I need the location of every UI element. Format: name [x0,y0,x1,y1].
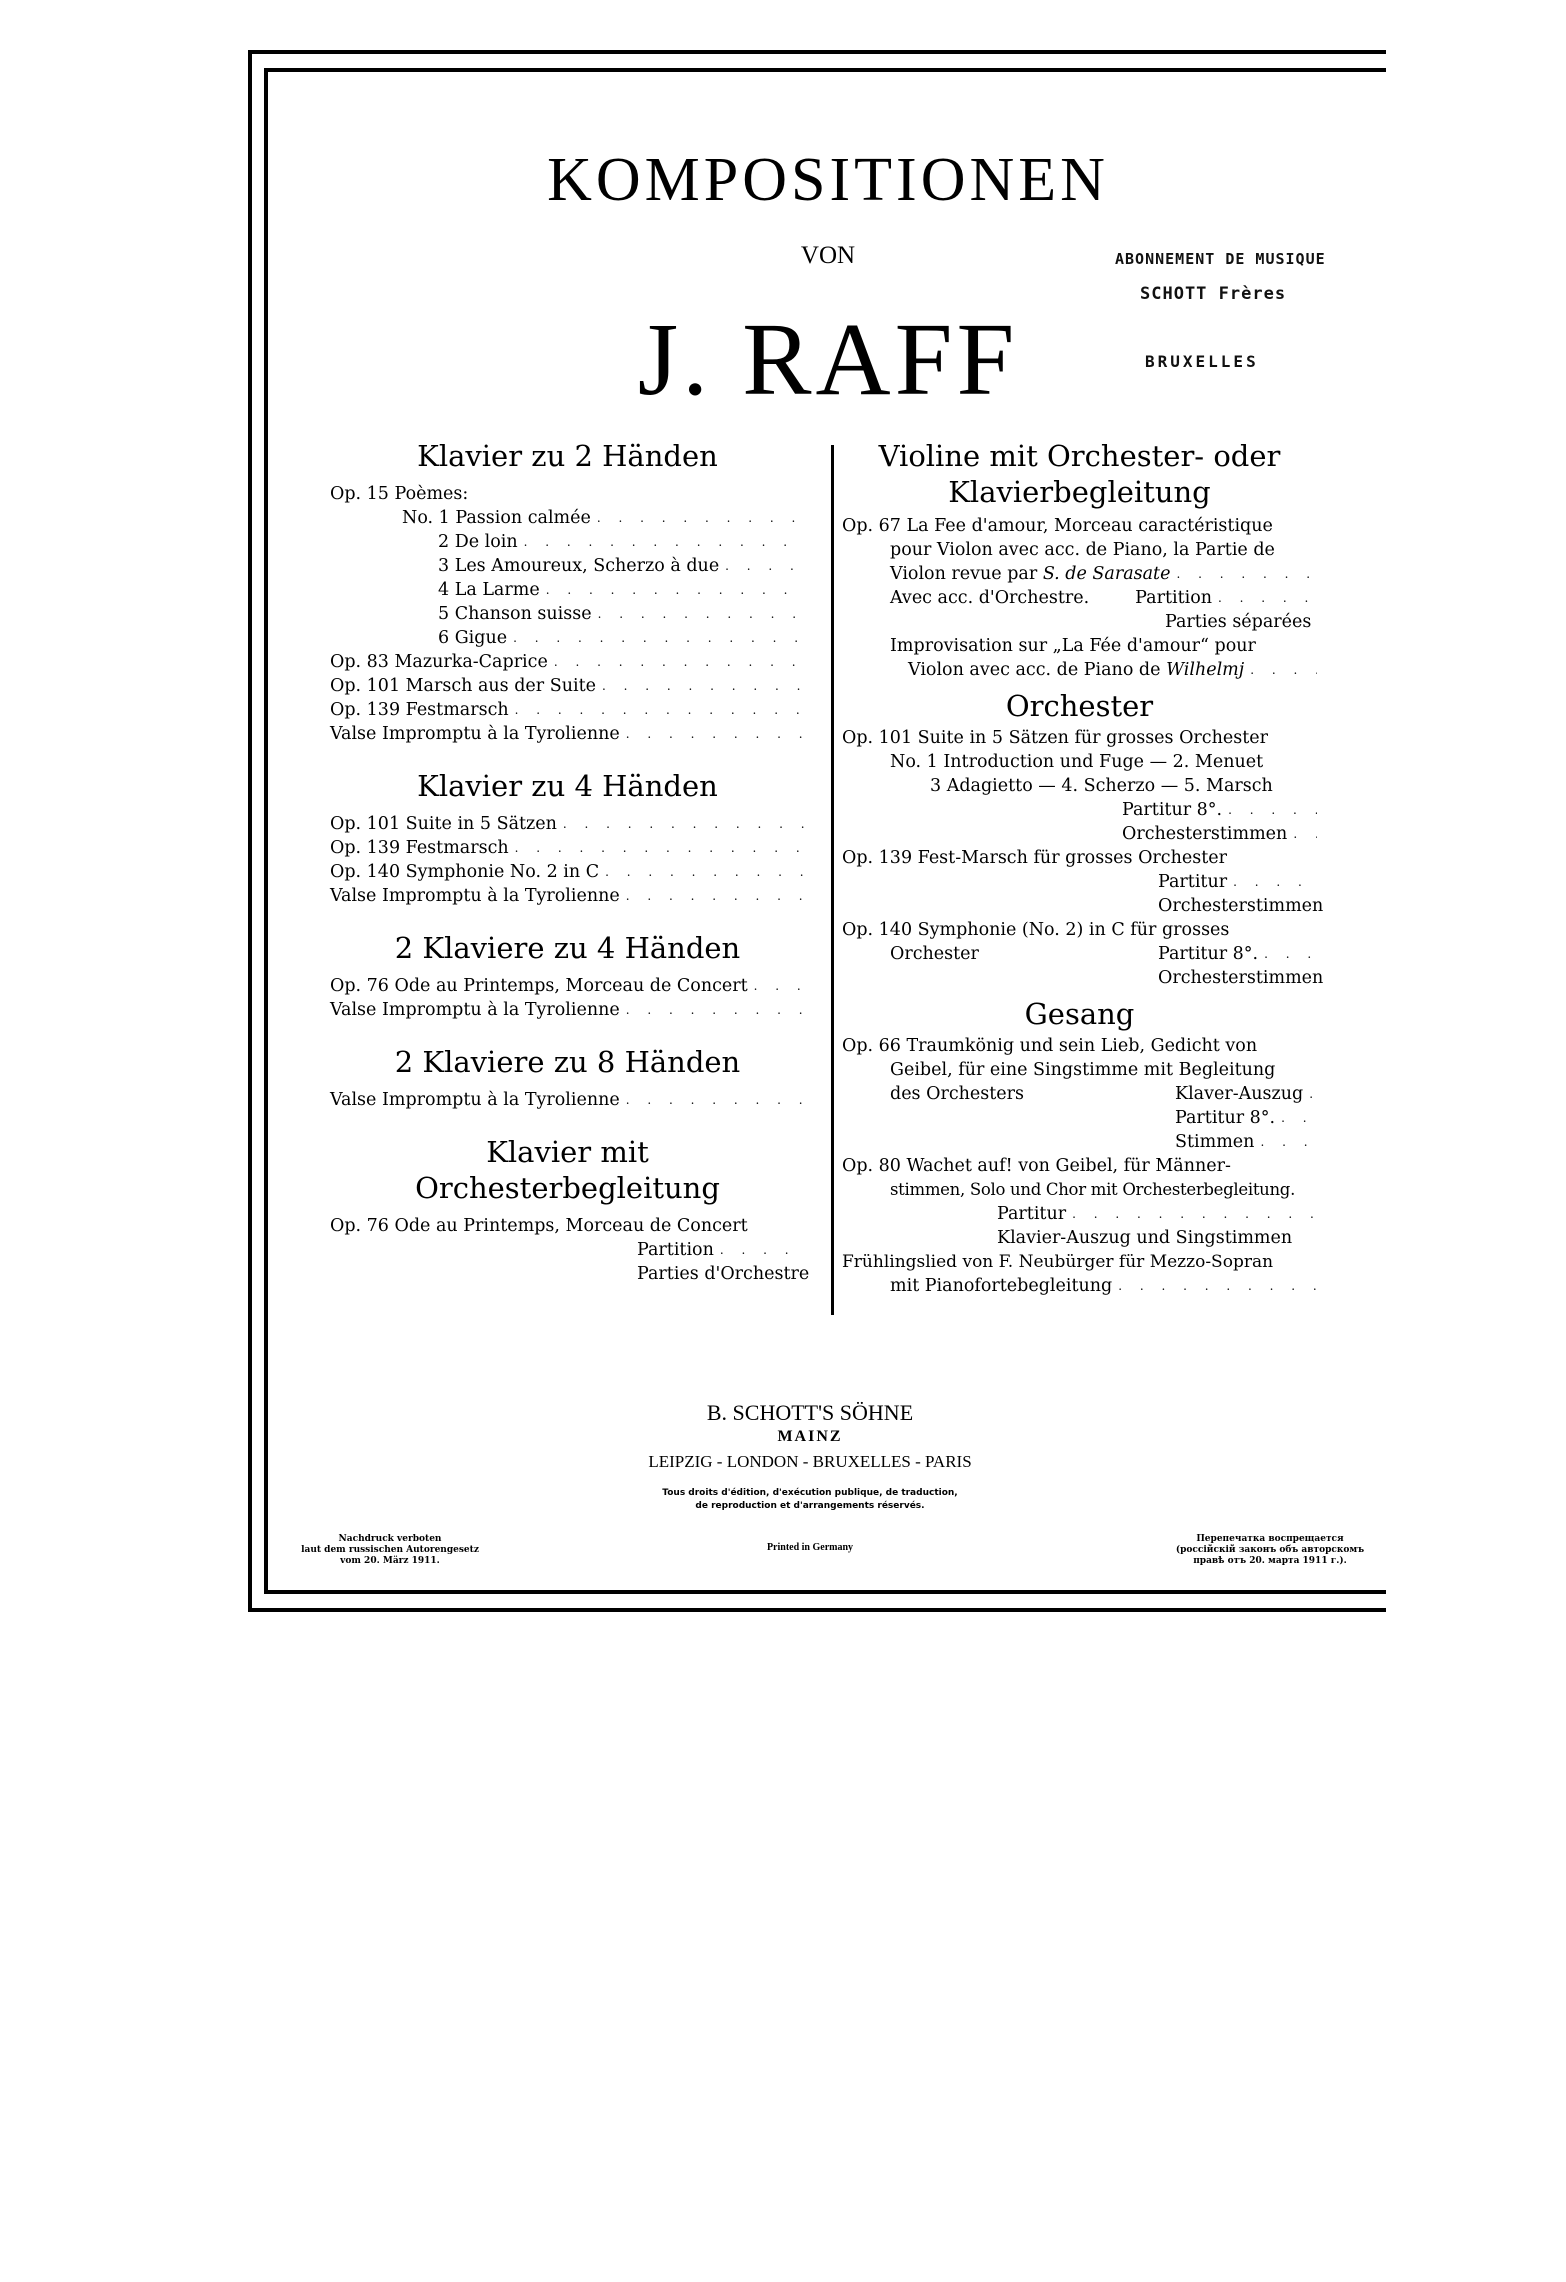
list-item: Op. 101 Suite in 5 Sätzen . . . [330,812,805,836]
list-item: Op. 83 Mazurka-Caprice . . . [330,650,805,674]
dot-leader [626,998,805,1022]
library-stamp-line-3: BRUXELLES [1145,352,1259,371]
dot-leader [602,674,805,698]
list-item: pour Violon avec acc. de Piano, la Partie de [890,540,1275,560]
list-item: Valse Impromptu à la Tyrolienne . . . [330,1088,805,1112]
list-item: Op. 101 Suite in 5 Sätzen für grosses Orchester [842,728,1268,748]
rights-line-2: de reproduction et d'arrangements réservés. [695,1501,925,1511]
list-item: 4 La Larme . . . [330,578,805,602]
list-item: Improvisation sur „La Fée d'amour“ pour [890,636,1256,656]
list-item: Valse Impromptu à la Tyrolienne . . . [330,722,805,746]
frame-outer-bottom [248,1608,1386,1612]
dot-leader [1260,1130,1317,1154]
dot-leader [597,506,805,530]
section-heading-violine-2: Klavierbegleitung [948,475,1211,509]
dot-leader [1233,870,1317,894]
dot-leader [725,554,805,578]
list-item: Partition . . . [330,1238,805,1262]
section-heading-orchester: Orchester [1005,689,1154,723]
list-item: Op. 140 Symphonie (No. 2) in C für grosses [842,920,1230,940]
list-item: Partitur . . . [842,1202,1317,1226]
library-stamp-line-1: ABONNEMENT DE MUSIQUE [1115,250,1326,268]
frame-outer-top [248,50,1386,54]
frame-inner-bottom [264,1590,1386,1594]
copyright-note-german: Nachdruck verboten laut dem russischen Autorengesetz vom 20. März 1911. [301,1534,479,1566]
list-item: stimmen, Solo und Chor mit Orchesterbegleitung. [890,1180,1296,1199]
list-item: 2 De loin . . . [330,530,805,554]
dot-leader [1228,798,1317,822]
list-item: Op. 76 Ode au Printemps, Morceau de Concert . . . [330,974,805,998]
frame-inner-top [265,68,1386,72]
dot-leader [626,884,805,908]
section-heading-klavier-4: Klavier zu 4 Händen [417,769,718,803]
list-item: Op. 139 Fest-Marsch für grosses Orchester [842,848,1227,868]
dot-leader [513,626,805,650]
list-item: Partitur 8°. . . . [842,798,1317,822]
list-item: No. 1 Introduction und Fuge — 2. Menuet [890,752,1264,772]
list-item: Op. 76 Ode au Printemps, Morceau de Concert [330,1216,748,1236]
list-item: 6 Gigue . . . [330,626,805,650]
dot-leader [1264,942,1317,966]
library-stamp-line-2: SCHOTT Frères [1140,284,1287,304]
list-item: mit Pianofortebegleitung . . . [842,1274,1317,1298]
list-item: Op. 139 Festmarsch . . . [330,836,805,860]
dot-leader [515,836,805,860]
dot-leader [1072,1202,1317,1226]
dot-leader [1293,822,1317,846]
list-item: Partitur 8°. . . . [842,1106,1317,1130]
list-item: Partitur . . . [842,870,1317,894]
copyright-note-russian: Перепечатка воспрещается (россійскій законъ объ авторскомъ правѣ отъ 20. марта 1911 г.). [1175,1534,1365,1566]
list-item: Op. 80 Wachet auf! von Geibel, für Männer- [842,1156,1231,1176]
dot-leader [1176,562,1317,586]
section-heading-klavier-orchester: Klavier mit Orchesterbegleitung [415,1135,720,1205]
dot-leader [1218,586,1317,610]
list-item: Violon avec acc. de Piano de Wilhelmj . . . [842,658,1317,682]
list-item: Op. 67 La Fee d'amour, Morceau caractéristique [842,516,1273,536]
frame-outer-left [248,50,252,1612]
list-item: Parties d'Orchestre [637,1264,810,1284]
publisher-name: B. SCHOTT'S SÖHNE [706,1400,914,1425]
dot-leader [1309,1082,1317,1106]
dot-leader [605,860,805,884]
list-item: Op. 140 Symphonie No. 2 in C . . . [330,860,805,884]
list-item: Violon revue par S. de Sarasate . . . [842,562,1317,586]
list-item: Klavier-Auszug und Singstimmen [997,1228,1293,1248]
dot-leader [720,1238,805,1262]
dot-leader [554,650,805,674]
list-item: 5 Chanson suisse . . . [330,602,805,626]
list-item: Valse Impromptu à la Tyrolienne . . . [330,998,805,1022]
list-item: Op. 139 Festmarsch . . . [330,698,805,722]
list-item: Op. 15 Poèmes: [330,484,469,504]
column-divider [831,445,834,1315]
dot-leader [515,698,805,722]
section-heading-gesang: Gesang [1024,997,1135,1031]
section-heading-klavier-2: Klavier zu 2 Händen [417,439,718,473]
list-item: No. 1 Passion calmée . . . [330,506,805,530]
von-label: VON [800,242,856,269]
dot-leader [598,602,805,626]
list-item: Frühlingslied von F. Neubürger für Mezzo-Sopran [842,1252,1274,1272]
dot-leader [1118,1274,1317,1298]
list-item: Orchester Partitur 8°. . . . [842,942,1317,966]
dot-leader [626,722,805,746]
list-item: Geibel, für eine Singstimme mit Begleitung [890,1060,1276,1080]
list-item: Parties séparées [1165,612,1312,632]
dot-leader [626,1088,805,1112]
section-heading-violine: Violine mit Orchester- oder [878,439,1281,473]
list-item: Op. 101 Marsch aus der Suite . . . [330,674,805,698]
dot-leader [563,812,805,836]
list-item: 3 Les Amoureux, Scherzo à due . . . [330,554,805,578]
publisher-city: MAINZ [777,1428,843,1445]
list-item: des Orchesters Klaver-Auszug . . . [842,1082,1317,1106]
list-item: 3 Adagietto — 4. Scherzo — 5. Marsch [930,776,1273,796]
list-item: Stimmen . . . [842,1130,1317,1154]
list-item: Avec acc. d'Orchestre. Partition . . . [842,586,1317,610]
dot-leader [546,578,805,602]
page-title: KOMPOSITIONEN [547,146,1109,214]
list-item: Orchesterstimmen . . . [842,822,1317,846]
frame-inner-left [264,68,268,1593]
right-column [842,438,1324,1298]
left-column [330,438,810,1286]
list-item: Orchesterstimmen [1158,968,1324,988]
dot-leader [524,530,805,554]
section-heading-2-klaviere-4: 2 Klaviere zu 4 Händen [394,931,741,965]
printed-in: Printed in Germany [766,1542,854,1553]
publisher-branches: LEIPZIG - LONDON - BRUXELLES - PARIS [648,1452,972,1471]
rights-line-1: Tous droits d'édition, d'exécution publique, de traduction, [662,1488,958,1498]
list-item: Op. 66 Traumkönig und sein Lieb, Gedicht von [842,1036,1258,1056]
dot-leader [1250,658,1317,682]
list-item: Orchesterstimmen [1158,896,1324,916]
composer-name: J. RAFF [637,302,1019,417]
dot-leader [754,974,805,998]
dot-leader [1281,1106,1317,1130]
list-item: Valse Impromptu à la Tyrolienne . . . [330,884,805,908]
section-heading-2-klaviere-8: 2 Klaviere zu 8 Händen [394,1045,741,1079]
